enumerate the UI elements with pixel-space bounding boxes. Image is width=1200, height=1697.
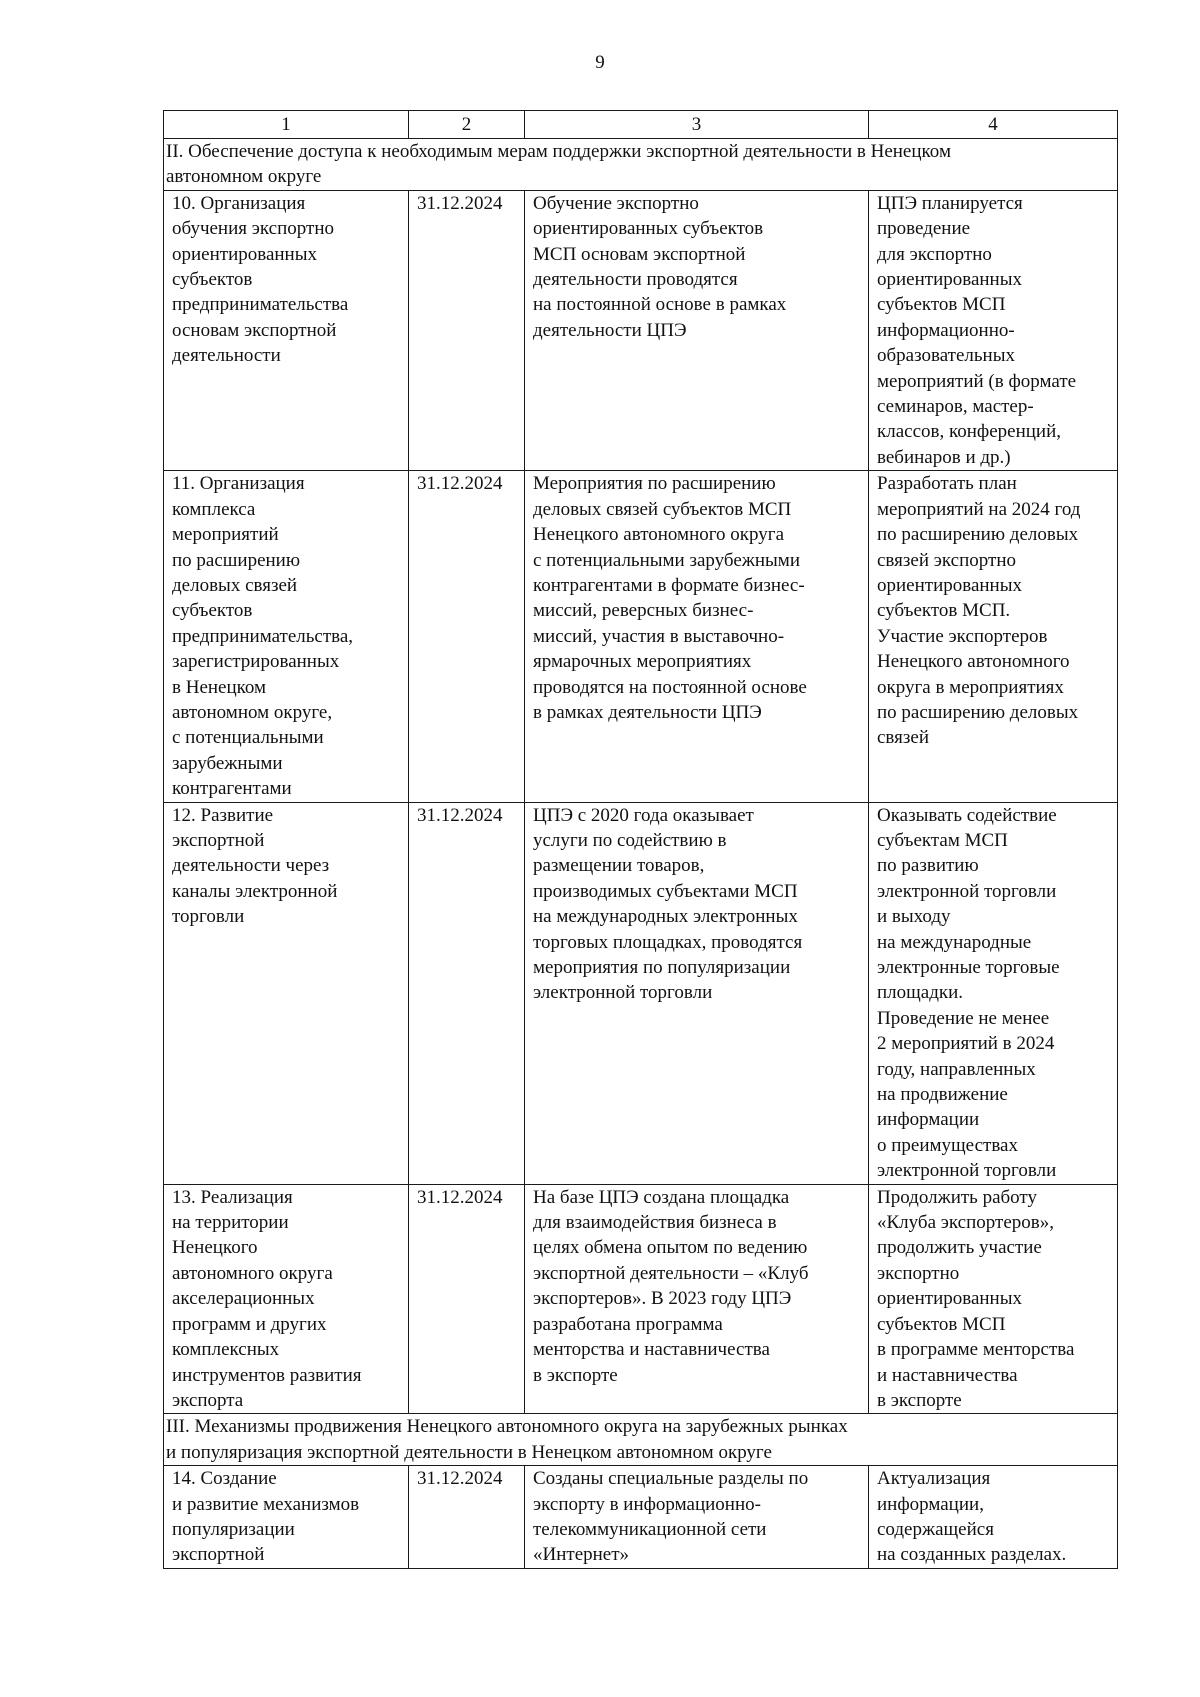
page-number: 9 [595,52,605,73]
measure-cell: 14. Создание и развитие механизмов популяризации экспортной [164,1466,409,1569]
plan-cell: Оказывать содействие субъектам МСП по развитию электронной торговли и выходу на международные электронные торговые площадки. Проведение не менее 2 мероприятий в 2024 году, направленных на продвижение информации о преимуществах электронной торговли [869,802,1118,1184]
section-title: III. Механизмы продвижения Ненецкого автономного округа на зарубежных рынках и популяризация экспортной деятельности в Ненецком автономном округе [164,1414,1118,1466]
measure-cell: 10. Организация обучения экспортно ориентированных субъектов предпринимательства основам экспортной деятельности [164,190,409,470]
measure-cell: 11. Организация комплекса мероприятий по расширению деловых связей субъектов предпринимательства, зарегистрированных в Ненецком автономном округе, с потенциальными зарубежными контрагентами [164,471,409,802]
column-header: 1 [164,111,409,139]
status-cell: Созданы специальные разделы по экспорту в информационно- телекоммуникационной сети «Интернет» [525,1466,869,1569]
measure-cell: 13. Реализация на территории Ненецкого автономного округа акселерационных программ и других комплексных инструментов развития экспорта [164,1184,409,1414]
table-row [164,190,1118,470]
measures-table [163,110,1118,1569]
status-cell: Обучение экспортно ориентированных субъектов МСП основам экспортной деятельности проводятся на постоянной основе в рамках деятельности ЦПЭ [525,190,869,470]
status-cell: Мероприятия по расширению деловых связей субъектов МСП Ненецкого автономного округа с потенциальными зарубежными контрагентами в формате бизнес- миссий, реверсных бизнес- миссий, участия в выставочно- ярмарочных мероприятиях проводятся на постоянной основе в рамках деятельности ЦПЭ [525,471,869,802]
section-row [164,139,1118,191]
table-row [164,471,1118,802]
plan-cell: Разработать план мероприятий на 2024 год по расширению деловых связей экспортно ориентированных субъектов МСП. Участие экспортеров Ненецкого автономного округа в мероприятиях по расширению деловых связей [869,471,1118,802]
table-row [164,1184,1118,1414]
table-row [164,1466,1118,1569]
measure-cell: 12. Развитие экспортной деятельности через каналы электронной торговли [164,802,409,1184]
status-cell: ЦПЭ с 2020 года оказывает услуги по содействию в размещении товаров, производимых субъектами МСП на международных электронных торговых площадках, проводятся мероприятия по популяризации электронной торговли [525,802,869,1184]
plan-cell: Продолжить работу «Клуба экспортеров», продолжить участие экспортно ориентированных субъектов МСП в программе менторства и наставничества в экспорте [869,1184,1118,1414]
section-title: II. Обеспечение доступа к необходимым мерам поддержки экспортной деятельности в Ненецком автономном округе [164,139,1118,191]
status-cell: На базе ЦПЭ создана площадка для взаимодействия бизнеса в целях обмена опытом по ведению экспортной деятельности – «Клуб экспортеров». В 2023 году ЦПЭ разработана программа менторства и наставничества в экспорте [525,1184,869,1414]
plan-cell: Актуализация информации, содержащейся на созданных разделах. [869,1466,1118,1569]
column-header: 4 [869,111,1118,139]
deadline-cell: 31.12.2024 [409,471,525,802]
column-header: 3 [525,111,869,139]
column-header: 2 [409,111,525,139]
deadline-cell: 31.12.2024 [409,802,525,1184]
section-row [164,1414,1118,1466]
table-row [164,802,1118,1184]
deadline-cell: 31.12.2024 [409,1466,525,1569]
column-header-row [164,111,1118,139]
deadline-cell: 31.12.2024 [409,190,525,470]
deadline-cell: 31.12.2024 [409,1184,525,1414]
plan-cell: ЦПЭ планируется проведение для экспортно ориентированных субъектов МСП информационно- образовательных мероприятий (в формате семинаров, мастер- классов, конференций, вебинаров и др.) [869,190,1118,470]
